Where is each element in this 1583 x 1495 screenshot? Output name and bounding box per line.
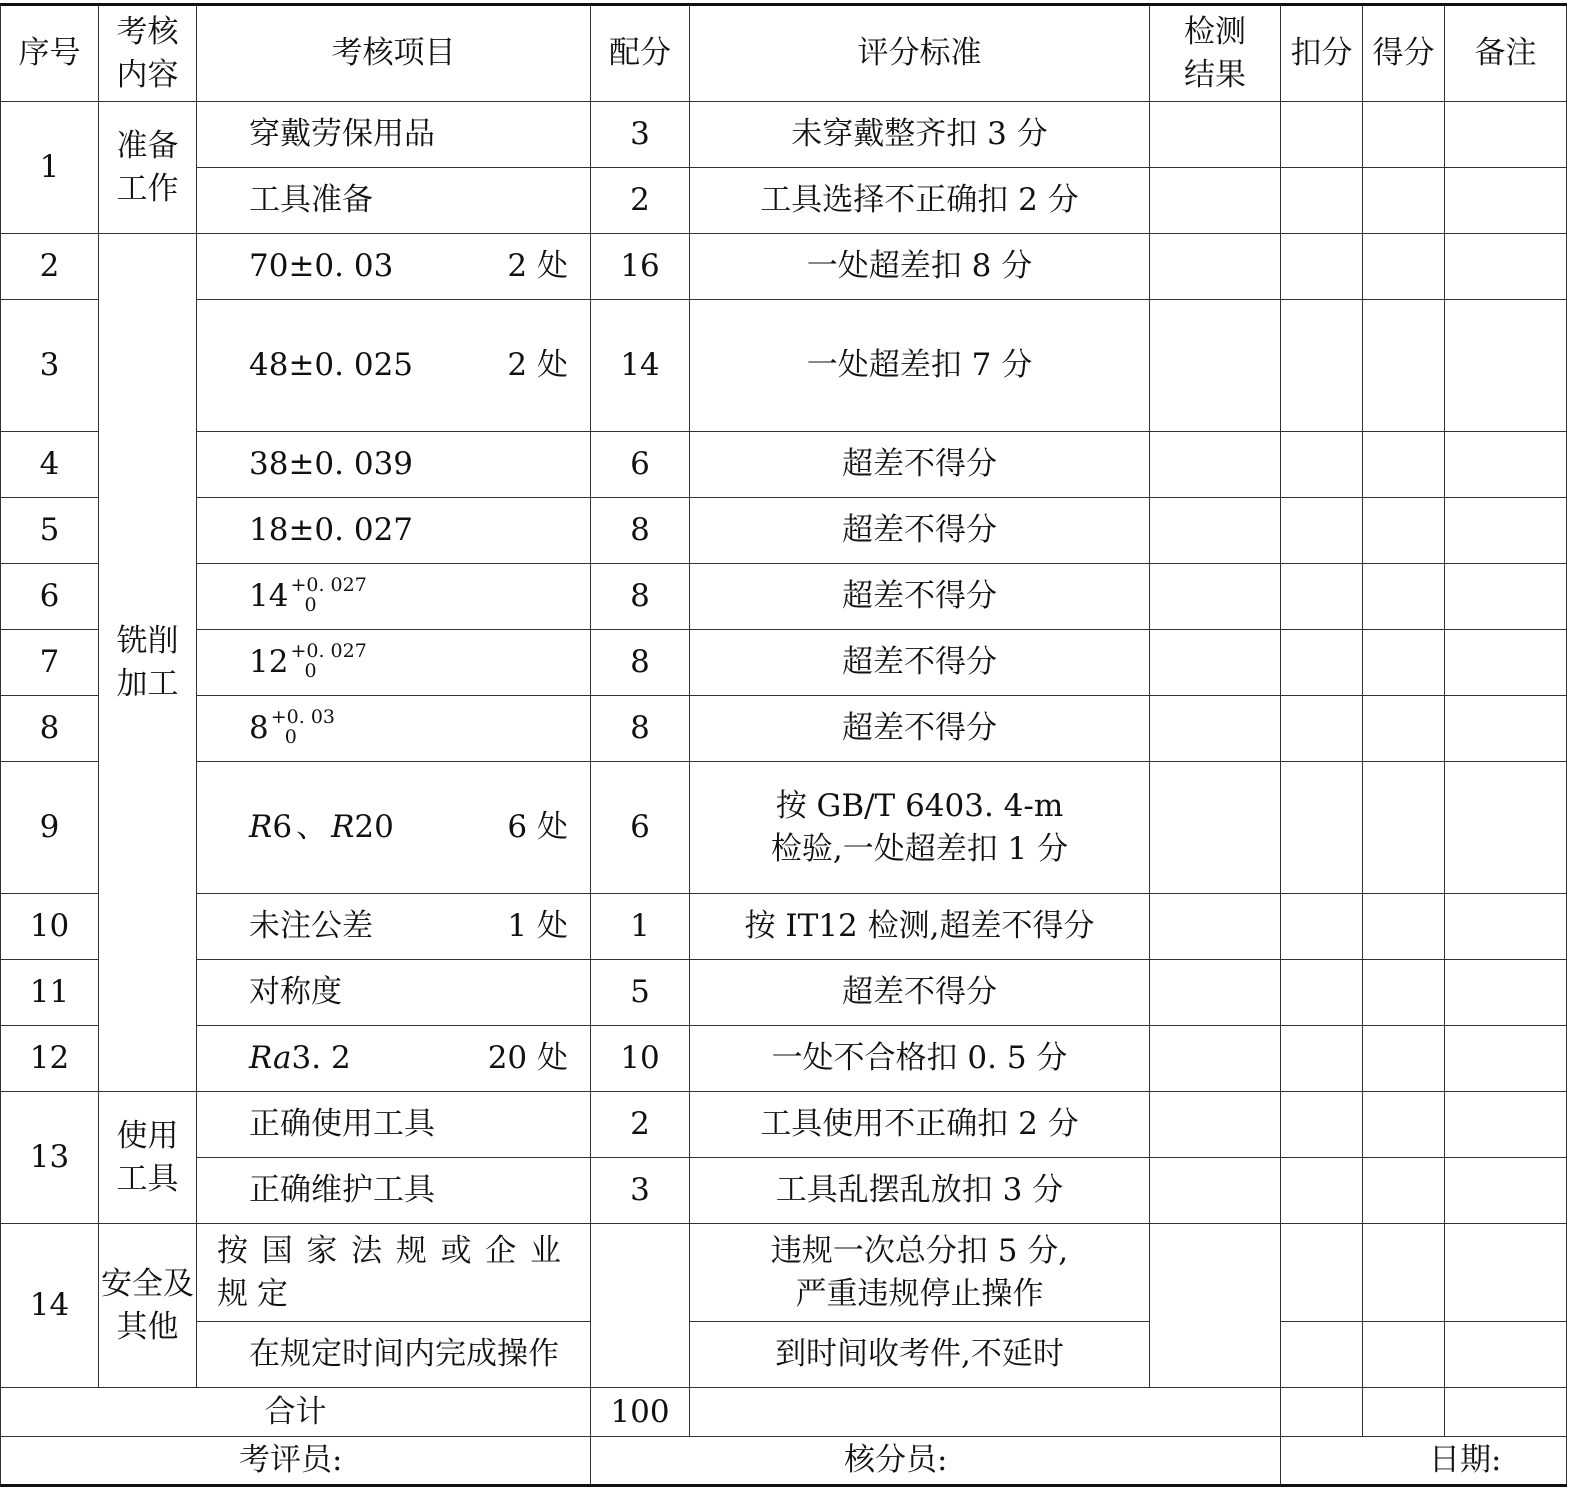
header-criteria: 评分标准: [690, 5, 1150, 102]
row-number: 11: [1, 960, 99, 1026]
criteria-cell: 工具乱摆乱放扣 3 分: [690, 1158, 1150, 1224]
criteria-cell: 到时间收考件,不延时: [690, 1322, 1150, 1388]
score-cell[interactable]: [1363, 168, 1445, 234]
score-cell[interactable]: [1363, 564, 1445, 630]
roughness-symbol: Ra: [249, 1040, 292, 1077]
item-cell: [197, 894, 591, 960]
score-cell[interactable]: [1363, 1224, 1445, 1322]
table-row: [1, 894, 1567, 960]
points-cell: 8: [591, 630, 690, 696]
row-number: 2: [1, 234, 99, 300]
tolerance-lower: 0: [304, 659, 317, 682]
remark-cell[interactable]: [1445, 234, 1567, 300]
result-cell[interactable]: [1150, 630, 1281, 696]
remark-cell[interactable]: [1445, 564, 1567, 630]
header-row: [1, 5, 1567, 102]
score-cell[interactable]: [1363, 630, 1445, 696]
table-row: [1, 168, 1567, 234]
score-cell[interactable]: [1363, 1092, 1445, 1158]
table-row: [1, 696, 1567, 762]
table-row: [1, 1092, 1567, 1158]
deduct-cell[interactable]: [1281, 300, 1363, 432]
tolerance: [290, 639, 367, 682]
table-row: [1, 432, 1567, 498]
header-points: 配分: [591, 5, 690, 102]
total-row: [1, 1388, 1567, 1437]
row-number: 4: [1, 432, 99, 498]
criteria-cell: 违规一次总分扣 5 分, 严重违规停止操作: [690, 1224, 1150, 1322]
header-remark: 备注: [1445, 5, 1567, 102]
item-quantity: 20 处: [487, 1040, 568, 1077]
table-row: [1, 1158, 1567, 1224]
deduct-cell[interactable]: [1281, 234, 1363, 300]
row-number: 9: [1, 762, 99, 894]
header-score: 得分: [1363, 5, 1445, 102]
item-text: 正确维护工具: [197, 1158, 591, 1224]
table-row: [1, 1224, 1567, 1322]
item-cell: [197, 564, 591, 630]
deduct-cell[interactable]: [1281, 432, 1363, 498]
score-cell[interactable]: [1363, 894, 1445, 960]
deduct-cell[interactable]: [1281, 630, 1363, 696]
remark-cell[interactable]: [1445, 102, 1567, 168]
remark-cell[interactable]: [1445, 696, 1567, 762]
item-text: 38±0. 039: [197, 432, 591, 498]
deduct-cell[interactable]: [1281, 102, 1363, 168]
item-quantity: 2 处: [507, 248, 568, 285]
table-row: [1, 102, 1567, 168]
table-row: [1, 498, 1567, 564]
category-safety: 安全及 其他: [99, 1224, 197, 1388]
score-cell[interactable]: [1363, 234, 1445, 300]
total-deduct-cell[interactable]: [1281, 1388, 1363, 1437]
deduct-cell[interactable]: [1281, 762, 1363, 894]
criteria-cell: 按 GB/T 6403. 4-m 检验,一处超差扣 1 分: [690, 762, 1150, 894]
table-row: [1, 564, 1567, 630]
item-cell: [197, 696, 591, 762]
deduct-cell[interactable]: [1281, 696, 1363, 762]
deduct-cell[interactable]: [1281, 168, 1363, 234]
table-row: [1, 1026, 1567, 1092]
remark-cell[interactable]: [1445, 300, 1567, 432]
item-text: [249, 1037, 351, 1080]
row-number: 13: [1, 1092, 99, 1224]
deduct-cell[interactable]: [1281, 564, 1363, 630]
criteria-cell: 工具选择不正确扣 2 分: [690, 168, 1150, 234]
result-cell[interactable]: [1150, 1158, 1281, 1224]
remark-cell[interactable]: [1445, 432, 1567, 498]
result-cell[interactable]: [1150, 300, 1281, 432]
result-cell[interactable]: [1150, 432, 1281, 498]
points-cell: 1: [591, 894, 690, 960]
row-number: 12: [1, 1026, 99, 1092]
total-points: 100: [591, 1388, 690, 1437]
criteria-cell: 超差不得分: [690, 696, 1150, 762]
points-cell: 8: [591, 498, 690, 564]
score-cell[interactable]: [1363, 1322, 1445, 1388]
signature-row: [1, 1437, 1567, 1486]
result-cell[interactable]: [1150, 234, 1281, 300]
remark-cell[interactable]: [1445, 894, 1567, 960]
points-cell: 2: [591, 1092, 690, 1158]
result-cell[interactable]: [1150, 1092, 1281, 1158]
category-tools: 使用 工具: [99, 1092, 197, 1224]
criteria-cell: 超差不得分: [690, 498, 1150, 564]
dimension-base: 8: [249, 710, 269, 747]
remark-cell[interactable]: [1445, 1158, 1567, 1224]
table-row: [1, 300, 1567, 432]
points-cell: 8: [591, 564, 690, 630]
remark-cell[interactable]: [1445, 1026, 1567, 1092]
item-text: 对称度: [197, 960, 591, 1026]
score-cell[interactable]: [1363, 696, 1445, 762]
criteria-cell: 未穿戴整齐扣 3 分: [690, 102, 1150, 168]
tolerance-upper: +0. 027: [290, 639, 367, 662]
deduct-cell[interactable]: [1281, 498, 1363, 564]
row-number: 8: [1, 696, 99, 762]
tolerance-lower: 0: [304, 593, 317, 616]
row-number: 1: [1, 102, 99, 234]
deduct-cell[interactable]: [1281, 1092, 1363, 1158]
points-cell: 16: [591, 234, 690, 300]
tolerance-upper: +0. 03: [270, 705, 335, 728]
criteria-cell: 一处超差扣 8 分: [690, 234, 1150, 300]
criteria-cell: 工具使用不正确扣 2 分: [690, 1092, 1150, 1158]
item-text: 18±0. 027: [197, 498, 591, 564]
row-number: 10: [1, 894, 99, 960]
deduct-cell[interactable]: [1281, 1158, 1363, 1224]
criteria-cell: 超差不得分: [690, 960, 1150, 1026]
row-number: 3: [1, 300, 99, 432]
result-cell[interactable]: [1150, 564, 1281, 630]
result-cell[interactable]: [1150, 1224, 1281, 1388]
result-cell[interactable]: [1150, 960, 1281, 1026]
dimension-base: 12: [249, 644, 289, 681]
row-number: 6: [1, 564, 99, 630]
tolerance: [290, 573, 367, 616]
result-cell[interactable]: [1150, 1026, 1281, 1092]
points-cell: 14: [591, 300, 690, 432]
item-text: 未注公差: [249, 908, 373, 945]
item-text: 48±0. 025: [249, 347, 414, 384]
criteria-cell: 超差不得分: [690, 564, 1150, 630]
item-text: [249, 806, 394, 849]
result-cell[interactable]: [1150, 102, 1281, 168]
criteria-cell: 一处不合格扣 0. 5 分: [690, 1026, 1150, 1092]
item-cell: [197, 234, 591, 300]
criteria-cell: 一处超差扣 7 分: [690, 300, 1150, 432]
result-cell[interactable]: [1150, 894, 1281, 960]
score-cell[interactable]: [1363, 102, 1445, 168]
remark-cell[interactable]: [1445, 1322, 1567, 1388]
points-cell: 2: [591, 168, 690, 234]
checker-signature[interactable]: 核分员:: [591, 1437, 1281, 1486]
deduct-cell[interactable]: [1281, 894, 1363, 960]
table-row: [1, 630, 1567, 696]
points-cell: 8: [591, 696, 690, 762]
points-cell: 6: [591, 762, 690, 894]
header-deduct: 扣分: [1281, 5, 1363, 102]
total-remark-cell[interactable]: [1445, 1388, 1567, 1437]
points-cell: 10: [591, 1026, 690, 1092]
date-field[interactable]: 日期:: [1281, 1437, 1567, 1486]
remark-cell[interactable]: [1445, 960, 1567, 1026]
score-cell[interactable]: [1363, 300, 1445, 432]
remark-cell[interactable]: [1445, 630, 1567, 696]
header-item: 考核项目: [197, 5, 591, 102]
criteria-cell: 超差不得分: [690, 630, 1150, 696]
points-cell: 6: [591, 432, 690, 498]
score-cell[interactable]: [1363, 498, 1445, 564]
total-criteria-cell: [690, 1388, 1281, 1437]
deduct-cell[interactable]: [1281, 960, 1363, 1026]
category-prep: 准备 工作: [99, 102, 197, 234]
total-score-cell[interactable]: [1363, 1388, 1445, 1437]
item-cell: [197, 300, 591, 432]
row-number: 5: [1, 498, 99, 564]
radius-value: 20: [354, 809, 394, 846]
points-cell: 5: [591, 960, 690, 1026]
item-text: 穿戴劳保用品: [197, 102, 591, 168]
points-cell: [591, 1224, 690, 1388]
header-content: 考核 内容: [99, 5, 197, 102]
dimension-base: 14: [249, 578, 289, 615]
separator: 、: [296, 809, 328, 846]
category-milling: 铣削 加工: [99, 234, 197, 1092]
radius-value: 6: [272, 809, 293, 846]
score-cell[interactable]: [1363, 1026, 1445, 1092]
result-cell[interactable]: [1150, 762, 1281, 894]
tolerance-upper: +0. 027: [290, 573, 367, 596]
points-cell: 3: [591, 102, 690, 168]
item-quantity: 1 处: [507, 908, 568, 945]
table-row: [1, 762, 1567, 894]
row-number: 7: [1, 630, 99, 696]
criteria-cell: 按 IT12 检测,超差不得分: [690, 894, 1150, 960]
table-row: [1, 234, 1567, 300]
score-cell[interactable]: [1363, 1158, 1445, 1224]
score-cell[interactable]: [1363, 762, 1445, 894]
result-cell[interactable]: [1150, 696, 1281, 762]
remark-cell[interactable]: [1445, 1092, 1567, 1158]
item-cell: [197, 1026, 591, 1092]
row-number: 14: [1, 1224, 99, 1388]
item-text: 工具准备: [197, 168, 591, 234]
table-row: [1, 960, 1567, 1026]
total-label: 合计: [1, 1388, 591, 1437]
item-text: 在规定时间内完成操作: [197, 1322, 591, 1388]
tolerance: [270, 705, 335, 748]
item-quantity: 2 处: [507, 347, 568, 384]
score-cell[interactable]: [1363, 960, 1445, 1026]
remark-cell[interactable]: [1445, 762, 1567, 894]
points-cell: 3: [591, 1158, 690, 1224]
tolerance-lower: 0: [284, 725, 297, 748]
examiner-signature[interactable]: 考评员:: [1, 1437, 591, 1486]
item-quantity: 6 处: [507, 809, 568, 846]
item-text: 按国家法规或企业规定: [197, 1224, 591, 1322]
assessment-table: [0, 3, 1567, 1487]
item-cell: [197, 630, 591, 696]
item-cell: [197, 762, 591, 894]
item-text: 正确使用工具: [197, 1092, 591, 1158]
deduct-cell[interactable]: [1281, 1224, 1363, 1322]
header-index: 序号: [1, 5, 99, 102]
result-cell[interactable]: [1150, 168, 1281, 234]
header-result: 检测 结果: [1150, 5, 1281, 102]
result-cell[interactable]: [1150, 498, 1281, 564]
remark-cell[interactable]: [1445, 1224, 1567, 1322]
roughness-value: 3. 2: [291, 1040, 351, 1077]
score-cell[interactable]: [1363, 432, 1445, 498]
remark-cell[interactable]: [1445, 498, 1567, 564]
radius-symbol: R: [331, 809, 355, 846]
item-text: 70±0. 03: [249, 248, 394, 285]
deduct-cell[interactable]: [1281, 1026, 1363, 1092]
remark-cell[interactable]: [1445, 168, 1567, 234]
table-row: [1, 1322, 1567, 1388]
criteria-cell: 超差不得分: [690, 432, 1150, 498]
radius-symbol: R: [249, 809, 273, 846]
deduct-cell[interactable]: [1281, 1322, 1363, 1388]
